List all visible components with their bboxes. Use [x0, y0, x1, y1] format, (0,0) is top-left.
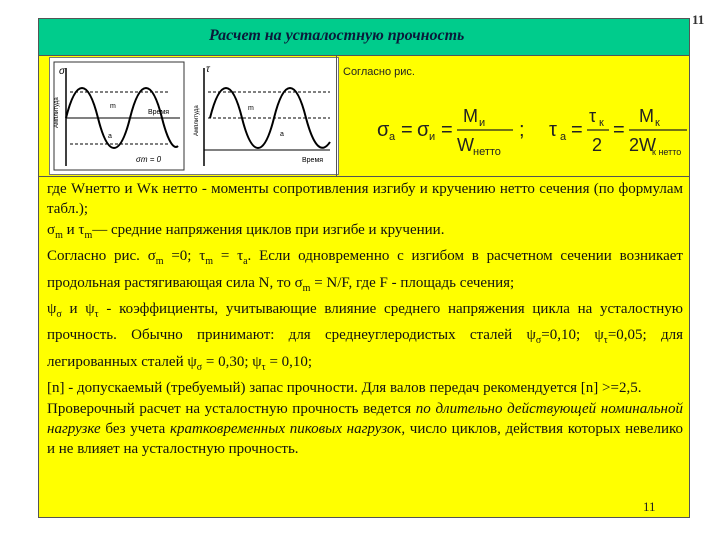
body-text: [47, 179, 683, 460]
paragraph-moments: где Wнетто и Wк нетто - моменты сопротивления изгибу и кручению нетто сечения (по формулам табл.);: [47, 181, 683, 218]
formula-panel: [337, 56, 689, 176]
paragraph-mean-stresses: $\sigma_m$ и $\tau_m—$ средние напряжения циклов при изгибе и кручении.: [47, 221, 445, 241]
paragraph-according: Согласно рис. $\sigma_m =0$; $\tau_m = \tau_a$. Если одновременно с изгибом в расчетном сечении возникает продольная растягивающая сила N, то $\sigma_m = N/F$, где F - площадь сечения;: [47, 248, 683, 294]
formula-W: W: [457, 135, 474, 155]
formula-sigma-i: σ: [417, 119, 430, 141]
page-title: Расчет на усталостную прочность: [209, 27, 465, 44]
according-label: Согласно рис.: [343, 66, 415, 78]
formula-tau-sub-k: к: [599, 117, 604, 129]
formula-2W: 2W: [629, 135, 656, 155]
title-bar: [39, 19, 689, 56]
graph2-axis-x-label: Время: [302, 157, 324, 164]
formula-M: M: [463, 106, 478, 126]
formula-eq1: =: [401, 119, 413, 141]
paragraph-coefficients: $\psi_\sigma$ и $\psi_\tau$ - коэффициенты, учитывающие влияние среднего напряжения цикла на усталостную прочность. Обычно принимают: для среднеуглеродистых сталей $\psi_\sigma=0,10$; $\psi_\tau=0,05$; для легированных сталей $\psi_\sigma = 0,30$; $\psi_\tau = 0,10$;: [47, 301, 684, 373]
formula-tau-sub-a: а: [560, 131, 567, 143]
formula-sub-M-i: и: [479, 117, 486, 129]
formula-eq2: =: [441, 119, 453, 141]
paragraph-safety-factor: [n] - допускаемый (требуемый) запас прочности. Для валов передач рекомендуется [n] >=2,5.: [47, 380, 642, 397]
graph2-side-label: Амплитуда: [194, 105, 200, 136]
formula-semicolon: ;: [519, 119, 525, 141]
graph1-frame: [54, 62, 184, 170]
paragraph-verification: Проверочный расчет на усталостную прочность ведется по длительно действующей номинальной нагрузке без учета кратковременных пиковых нагрузок, число циклов, действия которых невелико и не влияет на усталостную прочность.: [47, 400, 684, 458]
footer-page-number: 11: [643, 499, 656, 514]
graph1-caption: σm = 0: [136, 155, 162, 164]
graph2-m-label: m: [248, 105, 254, 112]
formula-tau-k: τ: [589, 106, 597, 126]
graph1-a-label: a: [108, 133, 112, 140]
section-divider: [39, 176, 689, 177]
graph1-axis-y-label: σ: [59, 66, 66, 77]
graph1-side-label: Амплитуда: [54, 97, 60, 128]
graph2-axis-y-label: τ: [206, 64, 210, 75]
formula-eq3: =: [571, 119, 583, 141]
slide: [38, 18, 690, 518]
formula-sub-netto: нетто: [473, 146, 501, 158]
graph1-m-label: m: [110, 103, 116, 110]
page-number-top: 11: [692, 12, 705, 27]
formula-eq4: =: [613, 119, 625, 141]
torsion-stress-graph: [194, 64, 330, 166]
formula-two: 2: [592, 135, 603, 155]
formula-sub-i: и: [429, 131, 436, 143]
formula-svg: [337, 56, 689, 176]
formula-Mk: M: [639, 106, 654, 126]
formula-sub-a: а: [389, 131, 396, 143]
formula-Mk-sub: к: [655, 117, 660, 129]
graphs-svg: [50, 58, 338, 174]
bending-stress-graph: [54, 62, 184, 170]
graph1-axis-x-label: Время: [148, 109, 170, 116]
formula-sub-k-netto: к нетто: [652, 147, 682, 157]
stress-cycle-graphs: [49, 57, 339, 175]
graph2-a-label: a: [280, 131, 284, 138]
formula-tau-a: τ: [549, 119, 557, 141]
formula-sigma-a: σ: [377, 119, 390, 141]
